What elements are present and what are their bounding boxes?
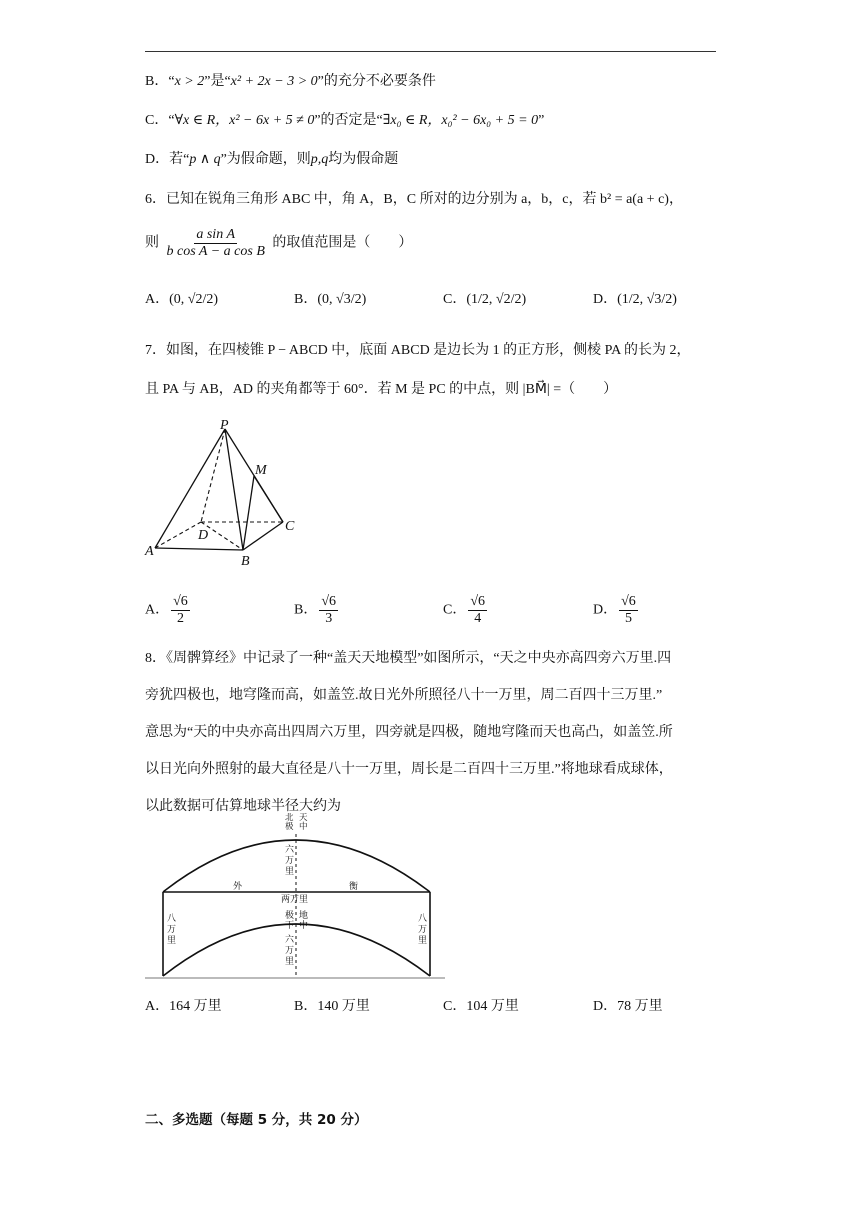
q8-opt-b-text: 140 万里 bbox=[317, 999, 370, 1014]
q7-opt-a-label: A． bbox=[145, 602, 170, 618]
q8-line-4: 以日光向外照射的最大直径是八十一万里，周长是二百四十三万里.”将地球看成球体， bbox=[145, 762, 673, 777]
q8-option-d[interactable] bbox=[593, 997, 663, 1017]
q7-opt-c-frac bbox=[468, 594, 487, 627]
question-c bbox=[145, 111, 544, 131]
q8-line-1: 8．《周髀算经》中记录了一种“盖天天地模型”如图所示，“天之中央亦高四旁六万里.四 bbox=[145, 651, 672, 666]
qb-cond1: x > 2 bbox=[174, 74, 205, 89]
q8-opt-a-text: 164 万里 bbox=[169, 999, 222, 1014]
svg-text:里: 里 bbox=[418, 936, 428, 946]
qb-mid: ”是“ bbox=[204, 74, 231, 89]
svg-text:八: 八 bbox=[167, 914, 177, 924]
label-six-wan-li-bottom bbox=[285, 934, 295, 967]
q7-option-a[interactable] bbox=[145, 594, 192, 627]
q6-frac-num: a sin A bbox=[196, 227, 235, 242]
question-d bbox=[145, 150, 398, 170]
label-b: B bbox=[241, 554, 250, 569]
q8-line-3: 意思为“天的中央亦高出四周六万里，四旁就是四极，随地穹隆而天也高凸，如盖笠.所 bbox=[145, 725, 673, 740]
header-rule bbox=[145, 51, 716, 52]
qb-cond2: x² + 2x − 3 > 0 bbox=[230, 74, 318, 89]
svg-text:极: 极 bbox=[285, 822, 294, 832]
q7-option-c[interactable] bbox=[443, 594, 489, 627]
qc-mid: ”的否定是“ bbox=[314, 113, 383, 128]
q7-option-d[interactable] bbox=[593, 594, 640, 627]
q6-opt-d-label: D． bbox=[593, 292, 618, 307]
q7-opt-c-den: 4 bbox=[474, 611, 482, 626]
label-eight-right bbox=[418, 913, 427, 946]
q7-opt-b-label: B． bbox=[294, 602, 318, 618]
label-p: P bbox=[220, 418, 229, 433]
qd-mid: ”为假命题，则 bbox=[220, 152, 311, 167]
q6-opt-a-text: (0, √2/2) bbox=[169, 292, 219, 307]
q6-frac-den: b cos A − a cos B bbox=[166, 244, 265, 259]
gaitian-model-figure bbox=[145, 808, 447, 983]
svg-text:天: 天 bbox=[299, 813, 308, 823]
q6-opt-b-text: (0, √3/2) bbox=[317, 292, 367, 307]
q8-opt-d-text: 78 万里 bbox=[617, 999, 663, 1014]
q8-line-2: 旁犹四极也，地穹隆而高，如盖笠.故日光外所照径八十一万里，周二百四十三万里.” bbox=[145, 688, 663, 703]
label-outer-right: 衡 bbox=[349, 882, 359, 892]
q6-opt-a-label: A． bbox=[145, 292, 170, 307]
q6-option-b[interactable] bbox=[294, 290, 366, 310]
q7-opt-b-den: 3 bbox=[325, 611, 333, 626]
label-sky-center bbox=[299, 813, 308, 832]
q7-opt-a-den: 2 bbox=[176, 611, 184, 626]
q7-opt-c-num: √6 bbox=[470, 594, 486, 609]
q8-opt-b-label: B． bbox=[294, 999, 318, 1014]
svg-text:六: 六 bbox=[285, 935, 295, 945]
q8-opt-c-label: C． bbox=[443, 999, 467, 1014]
svg-text:万: 万 bbox=[167, 925, 177, 935]
label-north-pole bbox=[285, 812, 294, 832]
svg-text:万: 万 bbox=[285, 946, 295, 956]
svg-text:万: 万 bbox=[418, 925, 428, 935]
q7-opt-d-frac bbox=[619, 594, 638, 627]
svg-text:六: 六 bbox=[285, 845, 295, 855]
q7-opt-b-num: √6 bbox=[321, 594, 337, 609]
label-c: C bbox=[285, 519, 295, 534]
svg-text:中: 中 bbox=[299, 921, 309, 931]
question-b bbox=[145, 72, 436, 92]
q7-line2: 且 PA 与 AB，AD 的夹角都等于 60°．若 M 是 PC 的中点，则 |BM⃗| =（ ） bbox=[145, 382, 618, 397]
qd-stmt: p ∧ q bbox=[189, 152, 221, 167]
label-a: A bbox=[145, 544, 154, 559]
label-ground-center bbox=[299, 909, 308, 931]
section-2-heading: 二、多选题（每题 5 分，共 20 分） bbox=[145, 1112, 368, 1128]
q8-option-a[interactable] bbox=[145, 997, 222, 1017]
qd-prefix: D．若“ bbox=[145, 152, 190, 167]
qb-suffix: ”的充分不必要条件 bbox=[317, 74, 436, 89]
qc-prefix: C．“ bbox=[145, 113, 175, 128]
q6-opt-b-label: B． bbox=[294, 292, 318, 307]
svg-text:万: 万 bbox=[285, 856, 295, 866]
q6-suffix: 的取值范围是（ ） bbox=[272, 235, 413, 251]
qc-stmt: ∀x ∈ R，x² − 6x + 5 ≠ 0 bbox=[174, 113, 315, 128]
label-pole-below bbox=[285, 909, 294, 931]
label-d: D bbox=[198, 528, 209, 543]
svg-text:里: 里 bbox=[285, 957, 295, 967]
qc-suffix: ” bbox=[538, 113, 545, 128]
svg-text:里: 里 bbox=[285, 867, 295, 877]
svg-text:地: 地 bbox=[299, 911, 309, 921]
qd-suffix: 均为假命题 bbox=[328, 152, 399, 167]
svg-text:八: 八 bbox=[418, 914, 428, 924]
q6-opt-c-text: (1/2, √2/2) bbox=[466, 292, 527, 307]
q7-line1: 7．如图，在四棱锥 P − ABCD 中，底面 ABCD 是边长为 1 的正方形，侧棱 PA 的长为 2， bbox=[145, 343, 691, 358]
pyramid-figure bbox=[143, 415, 303, 570]
q8-opt-a-label: A． bbox=[145, 999, 170, 1014]
q6-prefix: 则 bbox=[145, 235, 159, 251]
q6-fraction bbox=[165, 227, 267, 260]
q8-option-b[interactable] bbox=[294, 997, 370, 1017]
label-six-wan-li-top bbox=[285, 844, 295, 877]
q7-opt-d-label: D． bbox=[593, 602, 618, 618]
svg-text:里: 里 bbox=[167, 936, 177, 946]
qb-prefix: B．“ bbox=[145, 74, 175, 89]
q7-opt-d-den: 5 bbox=[624, 611, 632, 626]
q6-line2 bbox=[145, 227, 412, 260]
label-two-wan-li: 两万里 bbox=[281, 895, 309, 905]
q6-opt-c-label: C． bbox=[443, 292, 467, 307]
q6-option-d[interactable] bbox=[593, 290, 677, 310]
svg-text:下: 下 bbox=[285, 921, 295, 931]
qc-neg: ∃x₀ ∈ R，x₀² − 6x₀ + 5 = 0 bbox=[382, 113, 539, 128]
q8-opt-d-label: D． bbox=[593, 999, 618, 1014]
q6-opt-d-text: (1/2, √3/2) bbox=[617, 292, 677, 307]
q7-option-b[interactable] bbox=[294, 594, 340, 627]
label-m: M bbox=[255, 463, 267, 478]
qd-vars: p,q bbox=[310, 152, 329, 167]
q6-option-c[interactable] bbox=[443, 290, 526, 310]
label-eight-left bbox=[167, 913, 176, 946]
svg-text:中: 中 bbox=[299, 822, 308, 832]
q7-opt-d-num: √6 bbox=[621, 594, 636, 609]
q8-option-c[interactable] bbox=[443, 997, 519, 1017]
q7-opt-a-num: √6 bbox=[173, 594, 188, 609]
q8-opt-c-text: 104 万里 bbox=[466, 999, 519, 1014]
q6-line1: 6．已知在锐角三角形 ABC 中，角 A，B，C 所对的边分别为 a，b，c，若 b² = a(a + c)， bbox=[145, 192, 683, 207]
svg-text:北: 北 bbox=[285, 813, 294, 823]
q8-line-5: 以此数据可估算地球半径大约为 bbox=[145, 799, 341, 814]
q7-opt-b-frac bbox=[319, 594, 338, 627]
q7-opt-c-label: C． bbox=[443, 602, 467, 618]
q6-option-a[interactable] bbox=[145, 290, 218, 310]
label-outer-left: 外 bbox=[233, 882, 243, 892]
svg-text:极: 极 bbox=[285, 911, 295, 921]
q7-opt-a-frac bbox=[171, 594, 190, 627]
